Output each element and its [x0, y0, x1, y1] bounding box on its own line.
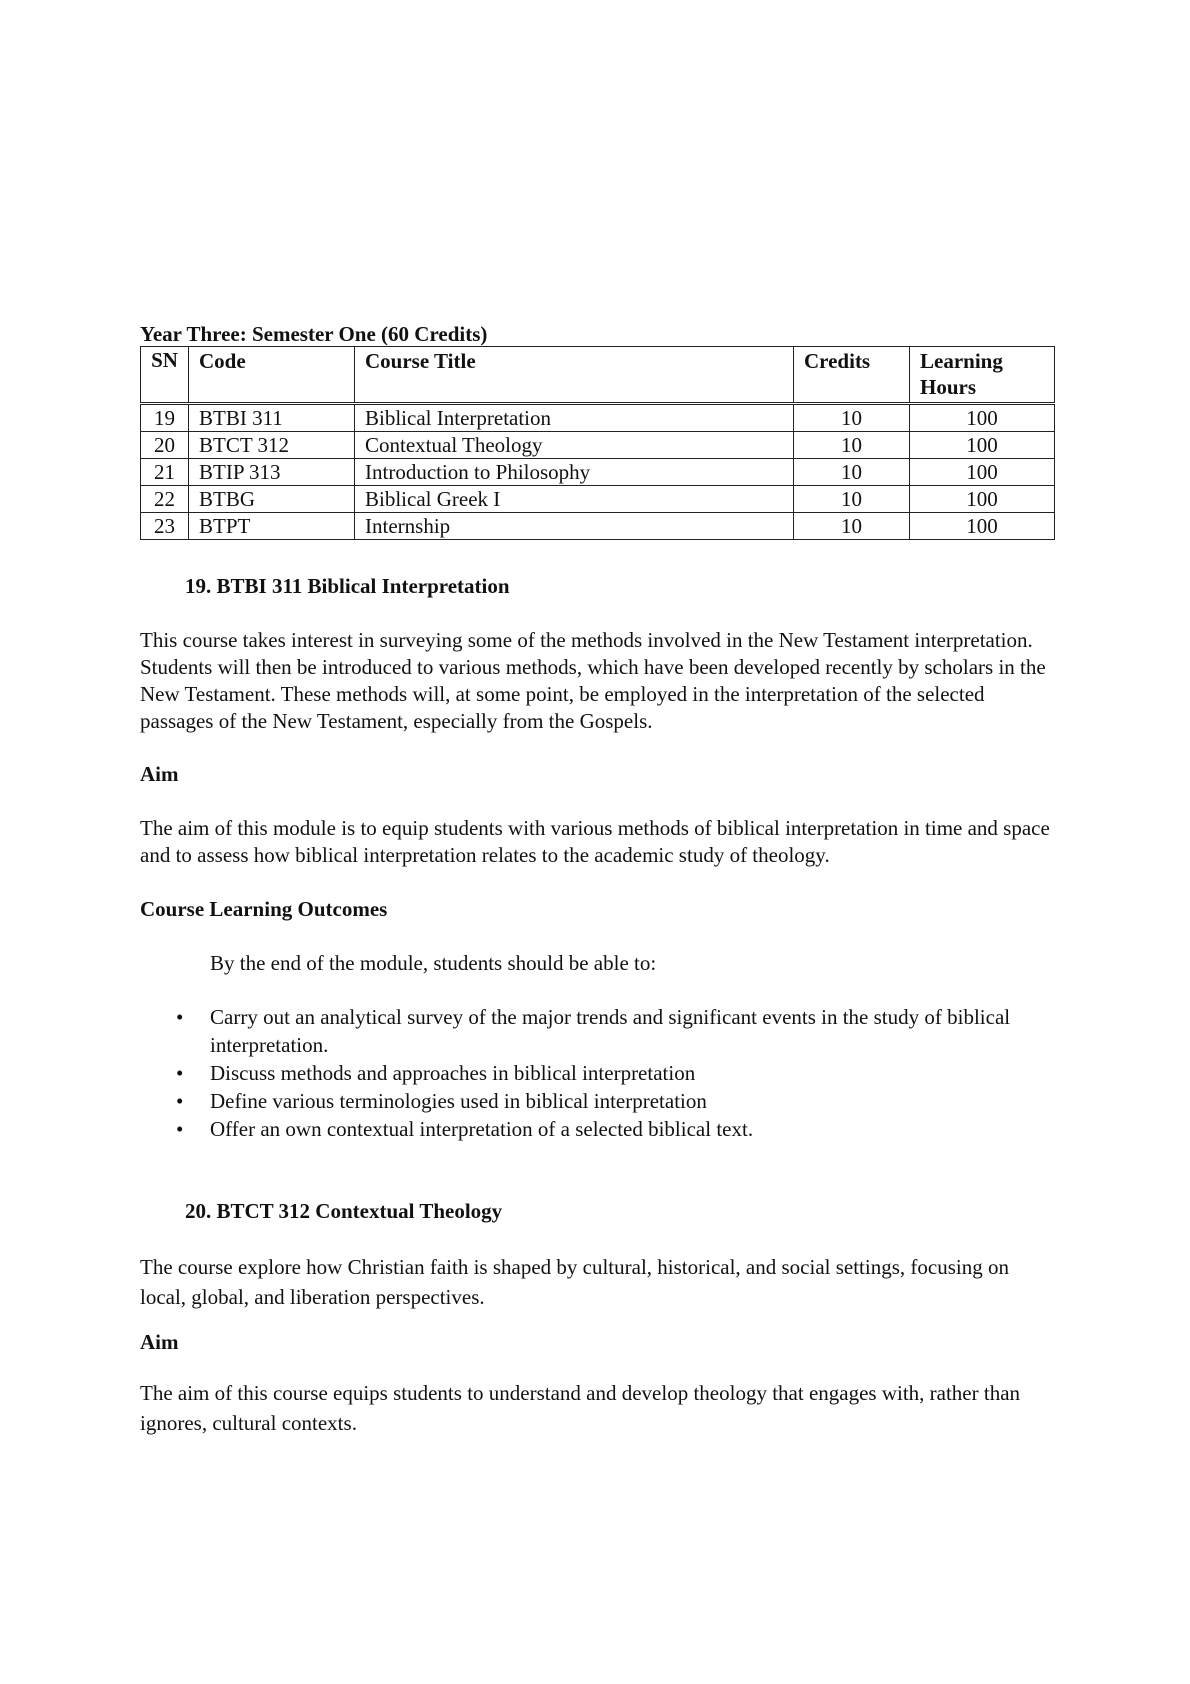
cell-code: BTBG: [189, 486, 355, 513]
table-row: [141, 486, 1055, 513]
cell-sn: 21: [141, 459, 189, 486]
cell-code: BTCT 312: [189, 432, 355, 459]
course-table: [140, 346, 1055, 540]
cell-course-title: Internship: [355, 513, 794, 540]
cell-course-title: Biblical Interpretation: [355, 404, 794, 432]
cell-credits: 10: [794, 459, 910, 486]
cell-learning-hours: 100: [910, 486, 1055, 513]
cell-sn: 20: [141, 432, 189, 459]
cell-learning-hours: 100: [910, 459, 1055, 486]
cell-course-title: Contextual Theology: [355, 432, 794, 459]
column-header-credits: Credits: [794, 347, 910, 404]
cell-credits: 10: [794, 486, 910, 513]
outcomes-heading: Course Learning Outcomes: [140, 897, 388, 921]
cell-credits: 10: [794, 404, 910, 432]
table-row: [141, 513, 1055, 540]
cell-learning-hours: 100: [910, 513, 1055, 540]
cell-learning-hours: 100: [910, 432, 1055, 459]
outcomes-list: [140, 1003, 1060, 1143]
list-item: • Carry out an analytical survey of the major trends and significant events in the study of biblical interpretation.: [140, 1003, 1060, 1059]
section-19-aim-text: The aim of this module is to equip students with various methods of biblical interpretation in time and space and to assess how biblical interpretation relates to the academic study of theology.: [140, 816, 1050, 867]
list-item: • Offer an own contextual interpretation of a selected biblical text.: [140, 1115, 1060, 1143]
section-19-heading: 19. BTBI 311 Biblical Interpretation: [185, 574, 510, 598]
section-20-aim-heading: Aim: [140, 1330, 179, 1354]
table-row: [141, 459, 1055, 486]
cell-credits: 10: [794, 432, 910, 459]
cell-code: BTBI 311: [189, 404, 355, 432]
cell-sn: 22: [141, 486, 189, 513]
section-19-description: This course takes interest in surveying some of the methods involved in the New Testament interpretation. Students will then be introduced to various methods, which have been developed recently by scholars in the New Testament. These methods will, at some point, be employed in the interpretation of the selected passages of the New Testament, especially from the Gospels.: [140, 628, 1046, 733]
column-header-course-title: Course Title: [355, 347, 794, 404]
cell-code: BTPT: [189, 513, 355, 540]
list-item: • Discuss methods and approaches in biblical interpretation: [140, 1059, 1060, 1087]
column-header-sn: SN: [141, 347, 189, 404]
column-header-code: Code: [189, 347, 355, 404]
cell-course-title: Biblical Greek I: [355, 486, 794, 513]
section-19-aim-heading: Aim: [140, 762, 179, 786]
cell-course-title: Introduction to Philosophy: [355, 459, 794, 486]
cell-learning-hours: 100: [910, 404, 1055, 432]
list-item: • Define various terminologies used in biblical interpretation: [140, 1087, 1060, 1115]
section-20-description: The course explore how Christian faith is shaped by cultural, historical, and social settings, focusing on local, global, and liberation perspectives.: [140, 1255, 1009, 1309]
column-header-learning-hours: Learning Hours: [910, 347, 1055, 404]
table-title: Year Three: Semester One (60 Credits): [140, 322, 488, 346]
table-row: [141, 404, 1055, 432]
cell-sn: 19: [141, 404, 189, 432]
cell-credits: 10: [794, 513, 910, 540]
outcomes-intro: By the end of the module, students should be able to:: [210, 951, 657, 975]
table-row: [141, 432, 1055, 459]
cell-code: BTIP 313: [189, 459, 355, 486]
section-20-heading: 20. BTCT 312 Contextual Theology: [185, 1199, 503, 1223]
cell-sn: 23: [141, 513, 189, 540]
section-20-aim-text: The aim of this course equips students to understand and develop theology that engages with, rather than ignores, cultural contexts.: [140, 1381, 1021, 1435]
table-header-row: [141, 347, 1055, 404]
